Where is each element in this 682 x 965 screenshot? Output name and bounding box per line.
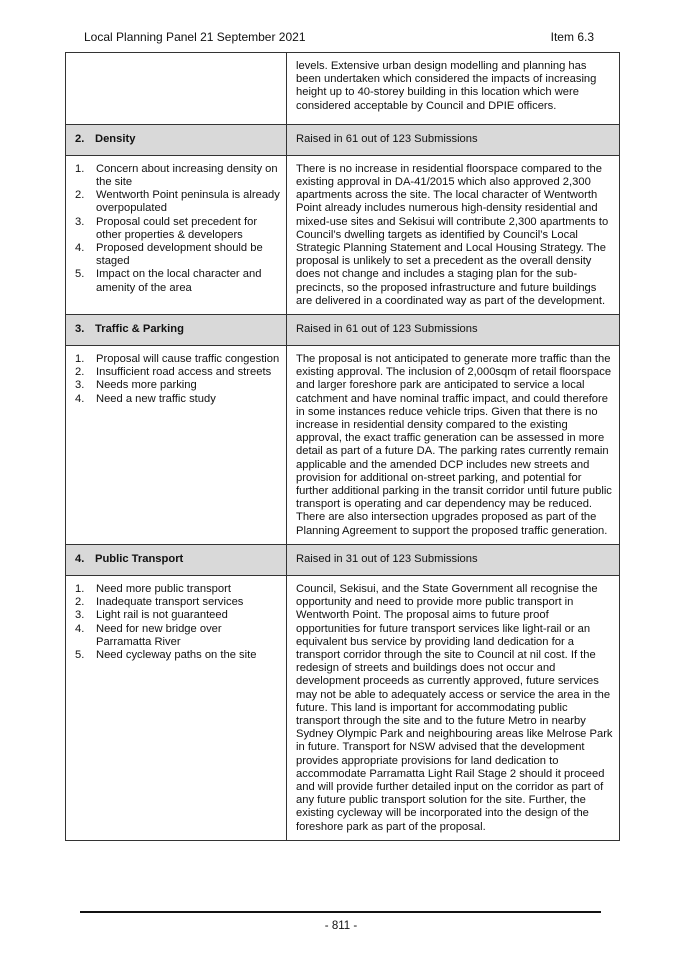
section-raised-count: Raised in 61 out of 123 Submissions (296, 323, 478, 336)
section-raised-count: Raised in 61 out of 123 Submissions (296, 133, 478, 146)
list-item: 1. Concern about increasing density on the site (75, 162, 278, 189)
list-item: 3. Needs more parking (75, 379, 197, 392)
intro-row (66, 53, 620, 125)
section-title: Public Transport (95, 553, 184, 566)
section-number: 4. (75, 553, 85, 566)
section-body-row (66, 346, 620, 545)
list-item: 2. Inadequate transport services (75, 596, 244, 609)
list-item: 2. Wentworth Point peninsula is already overpopulated (75, 189, 280, 215)
section-number: 3. (75, 323, 85, 336)
page-header (84, 30, 594, 46)
response-text: The proposal is not anticipated to generate more traffic than the existing approval. The inclusion of 2,000sqm of retail floorspace and larger foreshore park are anticipated to service a local catchment and have nominal traffic impact, and could therefore in some instances reduce vehicle trips. Given that there is no increase in residential density compared to the existing approval, the exact traffic generation can be assessed in more detail as part of a future DA. The parking rates currently remain applicable and the amended DCP includes new streets and provision for additional on-street parking, and potential for further additional parking in the transit corridor until future public transport is operating and car dependency may be reduced. There are also intersection upgrades proposed as part of the Planning Agreement to support the proposed traffic generation. (296, 353, 612, 537)
response-text: Council, Sekisui, and the State Government all recognise the opportunity and need to provide more public transport in Wentworth Point. The proposal aims to future proof opportunities for future transport services like light-rail or an equivalent bus service by providing land dedication for a transport corridor through the site to Council at nil cost. If the redesign of streets and buildings does not occur and development proceeds as currently approved, future services may not be able to adequately access or service the area in the future. This land is important for accommodating public transport through the site and to the future Metro in nearby Sydney Olympic Park and neighbouring areas like Melrose Park in future. Transport for NSW advised that the development provides appropriate provisions for land dedication to accommodate Parramatta Light Rail Stage 2 should it proceed and will provide further detailed input on the corridor as part of any future public transport solution for the site. Further, the existing cycleway will be incorporated into the design of the foreshore park as part of the proposal. (296, 582, 613, 833)
section-header-row (66, 124, 620, 155)
section-header-row (66, 315, 620, 346)
list-item: 4. Need a new traffic study (75, 392, 216, 405)
list-item: 3. Proposal could set precedent for other properties & developers (75, 215, 258, 241)
section-title: Density (95, 133, 136, 146)
issues-list (75, 163, 280, 295)
issues-list (75, 583, 280, 662)
list-item: 4. Proposed development should be staged (75, 242, 263, 268)
section-title: Traffic & Parking (95, 323, 184, 336)
header-item-number: Item 6.3 (550, 30, 594, 44)
section-number: 2. (75, 133, 85, 146)
response-text: There is no increase in residential floorspace compared to the existing approval in DA-41/2015 which also approved 2,300 apartments across the site. The local character of Wentworth Point already includes numerous high-density residential and mixed-use sites and Sekisui will contribute 2,300 apartments to Council’s dwelling targets as identified by Council’s Local Strategic Planning Statement and Local Housing Strategy. The proposal is unlikely to set a precedent as the overall density does not change and includes a staging plan for the sub-precincts, so the proposed infrastructure and future buildings are delivered in a coordinated way as part of the development. (296, 162, 609, 307)
list-item: 4. Need for new bridge over Parramatta River (75, 622, 222, 648)
intro-text: levels. Extensive urban design modelling and planning has been undertaken which considered the impacts of increasing height up to 40-storey building in this location which were considered acceptable by Council and DPIE officers. (296, 60, 597, 112)
list-item: 2. Insufficient road access and streets (75, 366, 272, 379)
intro-right-cell (287, 53, 620, 125)
header-meeting-title: Local Planning Panel 21 September 2021 (84, 30, 306, 44)
issues-list (75, 353, 280, 406)
list-item: 3. Light rail is not guaranteed (75, 609, 228, 622)
section-body-row (66, 575, 620, 840)
list-item: 5. Impact on the local character and amenity of the area (75, 268, 262, 294)
list-item: 1. Proposal will cause traffic congestion (75, 353, 280, 366)
section-header-row (66, 544, 620, 575)
page-number: - 811 - (324, 920, 358, 932)
footer-divider (80, 911, 601, 913)
intro-left-cell (66, 53, 287, 125)
section-body-row (66, 155, 620, 314)
list-item: 1. Need more public transport (75, 582, 231, 595)
list-item: 5. Need cycleway paths on the site (75, 648, 257, 661)
submissions-table (65, 52, 620, 841)
section-raised-count: Raised in 31 out of 123 Submissions (296, 553, 478, 566)
